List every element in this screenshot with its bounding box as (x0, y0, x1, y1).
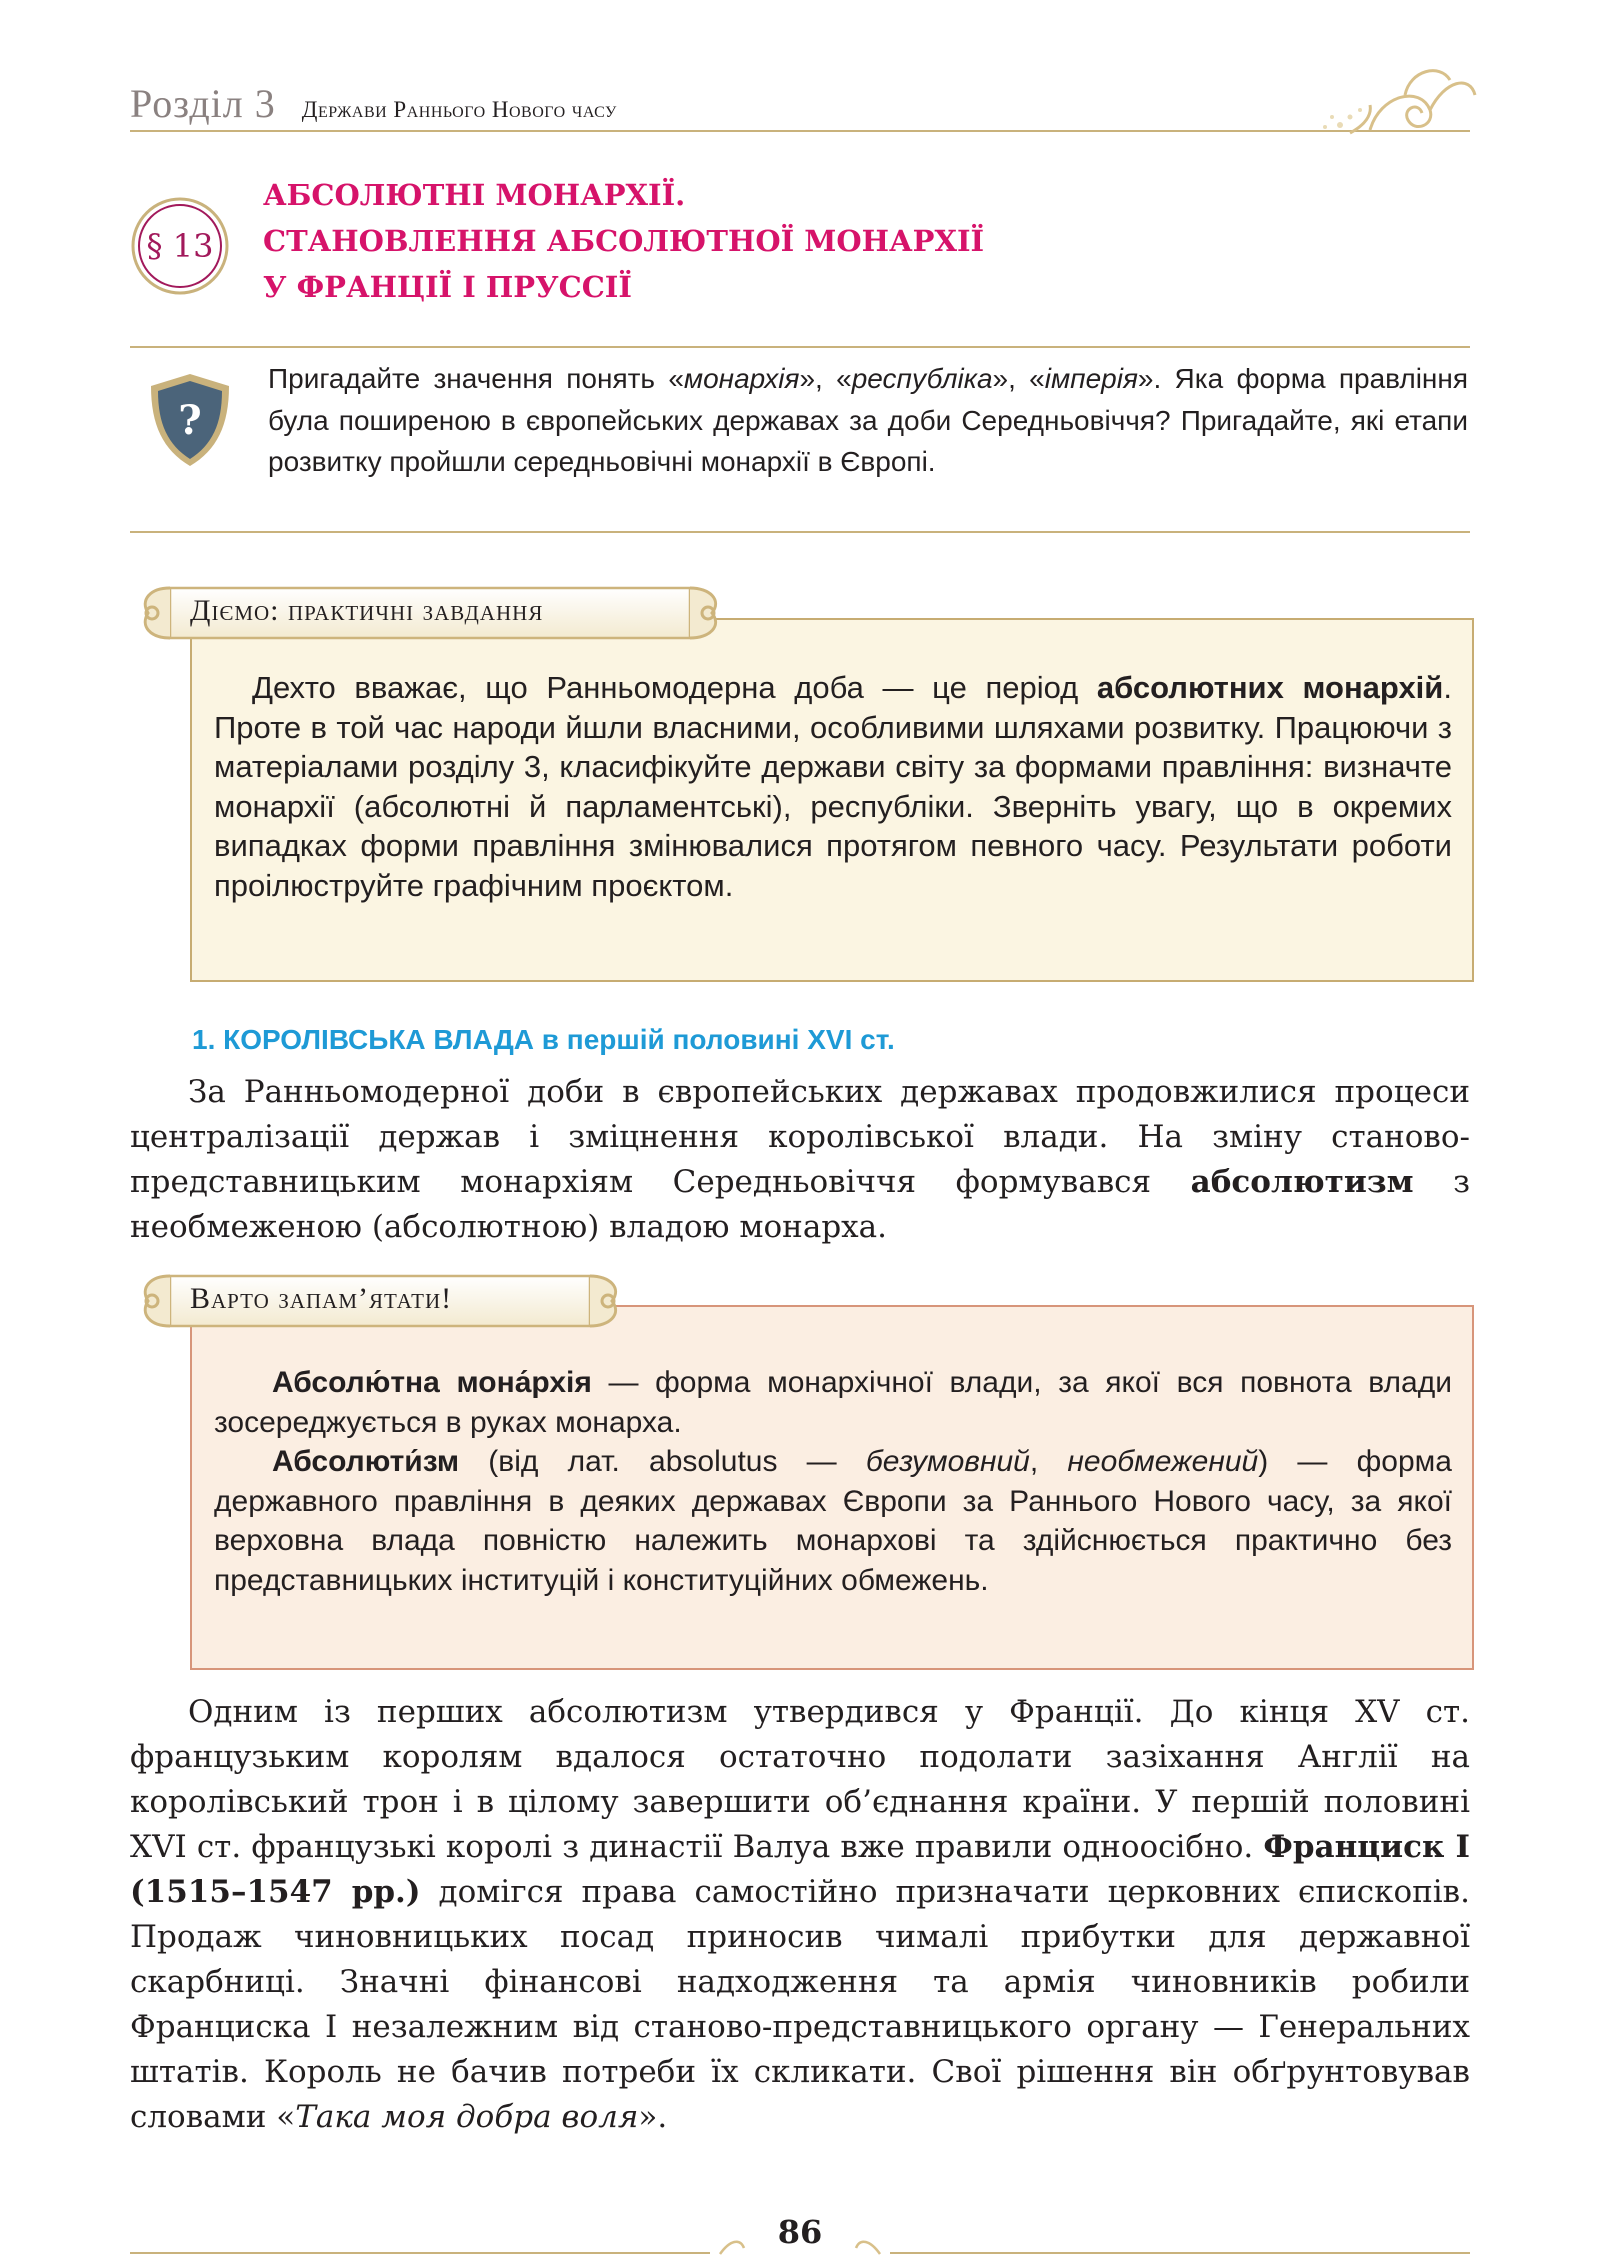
header-rule (130, 130, 1470, 132)
question-shield-icon (145, 370, 235, 470)
chapter-title (263, 172, 1413, 310)
chapter-title-line: АБСОЛЮТНІ МОНАРХІЇ. (263, 178, 686, 212)
paragraph-badge (130, 196, 230, 296)
header-section: Розділ 3 (130, 81, 276, 126)
definition-absolutism: Абсолюти́зм (від лат. absolutus — безумовний, необмежений) — форма державного правління в деяких державах Європи за Раннього Нового часу, за якої верховна влада повністю належить монархові та здійснюється практично без представницьких інституцій і конституційних обмежень. (214, 1445, 1452, 1597)
corner-ornament-icon (1310, 55, 1480, 145)
paragraph-number: § 13 (146, 227, 214, 265)
definition-absolute-monarchy: Абсолю́тна мона́рхія — форма монархічної влади, за якої вся повнота влади зосереджується в руках монарха. (214, 1366, 1452, 1439)
recall-top-rule (130, 346, 1470, 348)
france-paragraph: Одним із перших абсолютизм утвердився у Франції. До кінця XV ст. французьким королям вдалося остаточно подолати зазіхання Англії на королівський трон і в цілому завершити об’єднання країни. У першій половині XVI ст. французькі королі з династії Валуа вже правили одноосібно. Франциск І (1515–1547 рр.) домігся права самостійно призначати церковних єпископів. Продаж чиновницьких посад приносив чималі прибутки для державної скарбниці. Значні фінансові надходження та армія чиновників робили Франциска І незалежним від станово-представницького органу — Генеральних штатів. Король не бачив потреби їх скликати. Свої рішення він обґрунтовував словами «Така моя добра воля». (130, 1694, 1470, 2135)
header-title: Держави Раннього Нового часу (301, 97, 617, 122)
chapter-title-line: У ФРАНЦІЇ І ПРУССІЇ (263, 270, 632, 304)
practice-text: Дехто вважає, що Ранньомодерна доба — це період абсолютних монархій. Проте в той час народи йшли власними, особливими шляхами розвитку. Працюючи з матеріалами розділу 3, класифікуйте держави світу за формами правління: визначте монархії (абсолютні й парламентські), республіки. Зверніть увагу, що в окремих випадках форми правління змінювалися протягом певного часу. Результати роботи проілюструйте графічним проєктом. (214, 670, 1452, 903)
term-absolute-monarchies: абсолютних монархій (1096, 670, 1444, 705)
section-heading: 1. КОРОЛІВСЬКА ВЛАДА в першій половині XVI ст. (192, 1024, 895, 1055)
term-empire: імперія (1044, 363, 1138, 394)
term-francis-i: Франциск І (1515–1547 рр.) (130, 1829, 1470, 1910)
intro-paragraph: За Ранньомодерної доби в європейських державах продовжилися процеси централізації держав і зміцнення королівської влади. На зміну станово-представницьким монархіям Середньовіччя формувався абсолютизм з необмеженою (абсолютною) владою монарха. (130, 1074, 1471, 1245)
recall-text: Пригадайте значення понять «монархія», «республіка», «імперія». Яка форма правління була поширеною в європейських державах за доби Середньовіччя? Пригадайте, які етапи розвитку пройшли середньовічні монархії в Європі. (268, 363, 1469, 477)
term-monarchy: монархія (683, 363, 800, 394)
running-header (130, 80, 1440, 130)
practice-label: Діємо: практичні завдання (190, 594, 544, 627)
page-number: 86 (777, 2213, 823, 2251)
remember-label: Варто запам’ятати! (190, 1282, 453, 1315)
term-republic: республіка (851, 363, 993, 394)
footer-rule-left (130, 2252, 710, 2254)
term-absolutism: абсолютизм (1190, 1164, 1414, 1200)
svg-text:?: ? (178, 397, 202, 444)
recall-bottom-rule (130, 531, 1470, 533)
footer-rule-right (890, 2252, 1470, 2254)
remember-text (214, 1363, 1452, 1600)
chapter-title-line: СТАНОВЛЕННЯ АБСОЛЮТНОЇ МОНАРХІЇ (263, 224, 985, 258)
quote-good-will: Така моя добра воля (295, 2099, 639, 2135)
